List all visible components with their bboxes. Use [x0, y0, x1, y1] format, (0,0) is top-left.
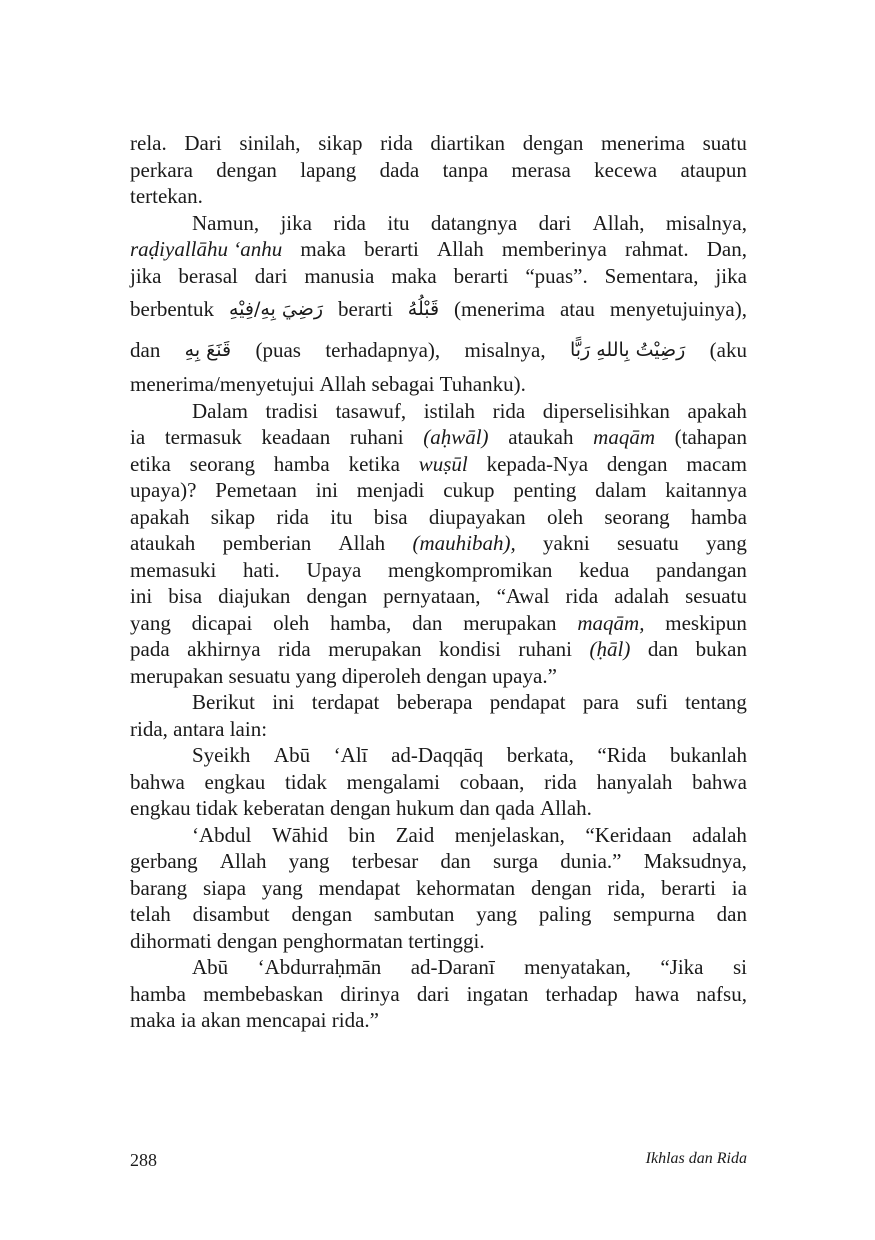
word: bukanlah: [669, 743, 747, 767]
word: sikap: [210, 504, 256, 529]
word: sesuatu: [616, 531, 679, 555]
word: seorang: [604, 504, 670, 529]
word: (aku: [709, 338, 747, 362]
text-line: [130, 795, 747, 822]
page-footer: [130, 1150, 747, 1171]
word: ingatan: [466, 981, 529, 1006]
word: rida: [333, 210, 366, 235]
word: merupakan: [130, 663, 224, 688]
word: nafsu,: [696, 981, 747, 1006]
word: Abū: [192, 955, 229, 979]
word: Tuhanku).: [439, 372, 526, 396]
word: rida: [565, 584, 599, 608]
word: membebaskan: [203, 981, 324, 1006]
text-line: [130, 954, 747, 981]
word: itu: [330, 504, 353, 529]
word: Namun,: [192, 210, 260, 235]
text-line: [130, 663, 747, 690]
word: dengan: [216, 928, 278, 953]
italic-term: (aḥwāl): [423, 425, 489, 449]
word: rela.: [130, 131, 167, 155]
word: ia: [731, 875, 747, 900]
word: berkata,: [506, 743, 574, 767]
word: terhadapnya),: [325, 338, 441, 362]
word: beberapa: [396, 690, 473, 714]
word: upaya)?: [130, 478, 197, 502]
word: manusia: [304, 263, 375, 288]
word: dada: [379, 157, 420, 182]
word: kedua: [579, 557, 630, 582]
word: kehormatan: [416, 875, 516, 900]
word: telah: [130, 902, 171, 926]
word: barang: [130, 875, 188, 900]
word: berarti: [453, 263, 509, 288]
word: Pemetaan: [215, 478, 297, 502]
text-line: [130, 157, 747, 184]
text-line: [130, 822, 747, 849]
word: tanpa: [442, 157, 489, 182]
page-number: 288: [130, 1150, 157, 1170]
word: diperselisihkan: [542, 398, 670, 423]
word: tentang: [685, 690, 747, 714]
word: Dan,: [706, 237, 747, 261]
word: bin: [348, 822, 376, 847]
word: dari: [254, 263, 288, 288]
word: jika: [130, 263, 162, 288]
word: rida: [276, 504, 310, 529]
word: macam: [686, 451, 747, 476]
text-line: [130, 689, 747, 716]
word: seorang: [189, 451, 255, 476]
word: tasawuf,: [335, 398, 407, 423]
word: bahwa: [130, 769, 185, 794]
word: rida: [278, 637, 311, 661]
word: itu: [387, 210, 410, 235]
paragraph: [130, 210, 747, 398]
word: ini: [315, 478, 338, 502]
word: berarti: [338, 297, 393, 321]
word: si: [732, 955, 747, 979]
word: paling: [538, 902, 592, 926]
word: Maksudnya,: [643, 849, 747, 873]
text-line: [130, 901, 747, 928]
text-line: [130, 263, 747, 290]
word: sufi: [636, 690, 668, 714]
arabic-text: قَبْلُهُ: [407, 298, 440, 320]
word: termasuk: [164, 425, 242, 449]
word: atau: [559, 297, 595, 321]
word: diupayakan: [428, 504, 526, 529]
word: ataukah: [130, 531, 196, 555]
word: qada: [495, 796, 535, 820]
word: suatu: [702, 131, 747, 155]
word: dan: [716, 902, 747, 926]
word: Syeikh: [192, 743, 251, 767]
word: diajukan: [218, 584, 291, 608]
word: meskipun: [665, 610, 747, 635]
text-line: [130, 398, 747, 425]
word: dalam: [595, 478, 647, 502]
word: dan: [459, 796, 490, 820]
word: akhirnya: [187, 637, 261, 661]
arabic-text: رَضِيَ بِهِ/فِيْهِ: [228, 298, 324, 320]
word: maka: [130, 1008, 176, 1032]
word: mengalami: [346, 769, 440, 794]
word: rida.”: [331, 1008, 379, 1032]
text-line: [130, 742, 747, 769]
word: hati.: [243, 557, 280, 582]
word: mencapai: [246, 1008, 327, 1032]
word: maka: [300, 237, 346, 261]
word: “Keridaan: [585, 822, 672, 847]
word: dunia.”: [560, 849, 622, 873]
italic-term: (mauhibah),: [412, 531, 516, 555]
text-line: [130, 451, 747, 478]
word: dicapai: [191, 610, 253, 635]
italic-term: (ḥāl): [589, 637, 631, 661]
running-title: Ikhlas dan Rida: [645, 1150, 747, 1167]
word: (puas: [255, 338, 301, 362]
word: hukum: [395, 796, 455, 820]
word: bisa: [373, 504, 408, 529]
word: dan: [440, 849, 471, 873]
word: yang: [130, 610, 171, 635]
word: antara: [173, 716, 225, 741]
word: hanyalah: [596, 769, 673, 794]
text-line: [130, 236, 747, 263]
word: pendapat: [489, 690, 566, 714]
word: jika: [280, 210, 312, 235]
word: berarti: [661, 875, 716, 900]
word: ‘Abdurraḥmān: [257, 955, 382, 979]
word: dan: [412, 610, 443, 635]
word: engkau: [130, 796, 191, 820]
italic-term: maqām: [593, 425, 655, 449]
text-line: [130, 769, 747, 796]
word: kondisi: [439, 637, 501, 661]
word: lain:: [229, 716, 268, 741]
word: bukan: [695, 637, 747, 661]
word: merupakan: [328, 637, 422, 661]
word: terhadap: [545, 981, 618, 1006]
body-text: [130, 130, 747, 1034]
text-line: [130, 1007, 747, 1034]
word: tertekan.: [130, 184, 203, 208]
word: ‘Abdul: [192, 822, 252, 847]
text-line: [130, 716, 747, 743]
word: berbentuk: [130, 297, 214, 321]
word: Allah: [319, 372, 367, 396]
word: keadaan: [261, 425, 331, 449]
word: pernyataan,: [383, 584, 481, 608]
word: yakni: [543, 531, 590, 555]
word: tertinggi.: [408, 928, 485, 953]
paragraph: [130, 130, 747, 210]
word: Allah: [437, 237, 484, 261]
word: oleh: [546, 504, 584, 529]
word: rida: [492, 398, 526, 423]
word: “Rida: [597, 743, 647, 767]
word: ini: [272, 690, 295, 714]
word: bahwa: [692, 769, 747, 794]
word: Abū: [273, 743, 311, 767]
text-line: [130, 330, 747, 371]
word: rida: [544, 769, 577, 794]
word: dirinya: [340, 981, 400, 1006]
word: Allah: [338, 531, 386, 555]
italic-term: wuṣūl: [418, 451, 468, 476]
word: adalah: [692, 822, 747, 847]
word: keberatan: [243, 796, 325, 820]
word: surga: [492, 849, 539, 873]
word: “Jika: [660, 955, 704, 979]
word: sebagai: [371, 372, 435, 396]
word: Allah.: [540, 796, 592, 820]
word: dengan: [291, 902, 353, 926]
word: ad-Daranī: [410, 955, 495, 979]
text-line: [130, 848, 747, 875]
word: Wāhid: [271, 822, 328, 847]
word: siapa: [202, 875, 247, 900]
word: cobaan,: [459, 769, 525, 794]
word: rahmat.: [625, 237, 689, 261]
word: dihormati: [130, 928, 212, 953]
word: sesuatu: [685, 584, 747, 608]
word: merupakan: [463, 610, 557, 635]
word: gerbang: [130, 849, 198, 873]
word: rida: [380, 131, 413, 155]
italic-term: raḍiyallāhu ‘anhu: [130, 237, 283, 261]
paragraph: [130, 954, 747, 1034]
word: etika: [130, 451, 171, 476]
word: hamba: [690, 504, 747, 529]
word: yang: [706, 531, 747, 555]
word: yang: [295, 663, 337, 688]
word: ruhani: [349, 425, 404, 449]
word: yang: [476, 902, 518, 926]
word: Sementara,: [604, 263, 699, 288]
text-line: [130, 424, 747, 451]
word: kepada-Nya: [486, 451, 589, 476]
text-line: [130, 981, 747, 1008]
word: dan: [130, 338, 161, 362]
word: sinilah,: [239, 131, 301, 155]
word: dari: [538, 210, 572, 235]
word: ini: [130, 584, 153, 608]
text-line: [130, 130, 747, 157]
word: menyetujuinya),: [609, 297, 747, 321]
word: menerima: [600, 131, 685, 155]
word: lapang: [300, 157, 357, 182]
word: dengan: [426, 663, 487, 688]
word: dengan: [606, 451, 668, 476]
word: disambut: [192, 902, 270, 926]
word: hamba: [130, 981, 186, 1006]
word: diartikan: [430, 131, 506, 155]
word: Allah,: [592, 210, 645, 235]
word: dengan: [530, 875, 592, 900]
word: yang: [261, 875, 303, 900]
text-line: [130, 504, 747, 531]
word: Zaid: [395, 822, 435, 847]
word: sesuatu: [228, 663, 291, 688]
word: dengan: [216, 157, 277, 182]
word: ia: [180, 1008, 196, 1032]
word: bisa: [168, 584, 203, 608]
word: cukup: [443, 478, 495, 502]
text-line: [130, 371, 747, 398]
word: ketika: [348, 451, 400, 476]
word: Dari: [184, 131, 222, 155]
word: ruhani: [518, 637, 573, 661]
word: penghormatan: [282, 928, 403, 953]
text-line: [130, 210, 747, 237]
paragraph: [130, 742, 747, 822]
italic-term: maqām,: [577, 610, 645, 635]
word: Allah: [219, 849, 267, 873]
word: adalah: [614, 584, 670, 608]
word: terdapat: [311, 690, 380, 714]
paragraph: [130, 689, 747, 742]
word: Dalam: [192, 398, 248, 423]
word: terbesar: [351, 849, 419, 873]
word: misalnya,: [464, 338, 546, 362]
word: “Awal: [496, 584, 550, 608]
word: (tahapan: [674, 425, 747, 449]
word: ataupun: [680, 157, 747, 182]
word: dari: [416, 981, 450, 1006]
text-line: [130, 530, 747, 557]
word: para: [582, 690, 619, 714]
word: hamba: [273, 451, 330, 476]
word: (menerima: [454, 297, 545, 321]
word: sikap: [318, 131, 363, 155]
word: hawa: [634, 981, 680, 1006]
text-line: [130, 928, 747, 955]
word: sambutan: [373, 902, 455, 926]
word: misalnya,: [665, 210, 747, 235]
word: hamba,: [330, 610, 392, 635]
word: ‘Alī: [333, 743, 368, 767]
word: pada: [130, 637, 170, 661]
word: menjadi: [356, 478, 425, 502]
word: pemberian: [222, 531, 312, 555]
word: yang: [288, 849, 330, 873]
word: menjelaskan,: [454, 822, 565, 847]
word: dengan: [330, 796, 391, 820]
word: sempurna: [613, 902, 695, 926]
word: upaya.”: [492, 663, 557, 688]
text-line: [130, 610, 747, 637]
arabic-text: قَنَعَ بِهِ: [184, 339, 232, 361]
word: datangnya: [430, 210, 518, 235]
word: Upaya: [306, 557, 362, 582]
word: ad-Daqqāq: [391, 743, 484, 767]
word: maka: [391, 263, 437, 288]
paragraph: [130, 822, 747, 955]
text-line: [130, 183, 747, 210]
word: rida,: [130, 716, 168, 741]
word: dengan: [306, 584, 368, 608]
word: mendapat: [318, 875, 401, 900]
word: Berikut: [192, 690, 255, 714]
word: oleh: [273, 610, 310, 635]
word: jika: [715, 263, 747, 288]
word: apakah: [687, 398, 747, 423]
word: menerima/menyetujui: [130, 372, 315, 396]
text-line: [130, 289, 747, 330]
word: memberinya: [501, 237, 607, 261]
text-line: [130, 583, 747, 610]
word: kecewa: [594, 157, 658, 182]
word: engkau: [204, 769, 266, 794]
word: mengkompromikan: [387, 557, 553, 582]
word: menyatakan,: [524, 955, 631, 979]
paragraph: [130, 398, 747, 690]
text-line: [130, 636, 747, 663]
word: tradisi: [265, 398, 319, 423]
text-line: [130, 557, 747, 584]
word: tidak: [195, 796, 238, 820]
word: ataukah: [508, 425, 574, 449]
word: tidak: [284, 769, 327, 794]
word: diperoleh: [341, 663, 422, 688]
word: rida,: [607, 875, 646, 900]
word: perkara: [130, 157, 193, 182]
word: merasa: [511, 157, 571, 182]
word: berarti: [364, 237, 419, 261]
word: kaitannya: [665, 478, 747, 502]
word: penting: [513, 478, 577, 502]
arabic-text: رَضِيْتُ بِاللهِ رَبًّا: [569, 339, 686, 361]
word: istilah: [423, 398, 476, 423]
text-line: [130, 875, 747, 902]
word: pandangan: [655, 557, 747, 582]
word: dan: [647, 637, 679, 661]
word: apakah: [130, 504, 190, 529]
text-line: [130, 477, 747, 504]
word: “puas”.: [525, 263, 588, 288]
word: berasal: [178, 263, 238, 288]
word: ia: [130, 425, 146, 449]
word: akan: [201, 1008, 241, 1032]
word: dengan: [522, 131, 584, 155]
word: memasuki: [130, 557, 217, 582]
